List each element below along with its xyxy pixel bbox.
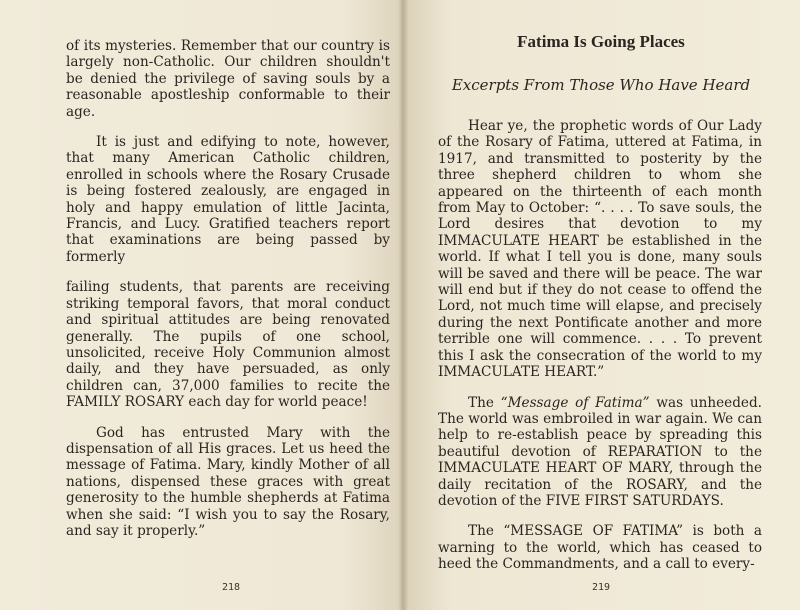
right-paragraph-1: Hear ye, the prophetic words of Our Lady of the Rosary of Fatima, uttered at Fatima, in 1917, and transmitted to posterity by the three shepherd children to whom she appeared on the thirteenth of each month from May to October: “. . . . To save souls, the Lord desires that devotion to my IMMACULATE HEART be established in the world. If what I tell you is done, many souls will be saved and there will be peace. The war will end but if they do not cease to offend the Lord, not much time will elapse, and precisely during the next Pontificate another and more terrible one will commence. . . . To prevent this I ask the consecration of the world to my IMMACULATE HEART.” [438,118,762,381]
right-page-text [438,118,762,587]
left-page-number: 218 [222,582,241,593]
left-paragraph-2: It is just and edifying to note, however, that many American Catholic children, enrolled in schools where the Rosary Crusade is being fostered zealously, are engaged in holy and happy emulation of little Jacinta, Francis, and Lucy. Gratified teachers report that examinations are being passed by formerly [66,134,390,265]
left-page-text [66,38,390,553]
right-page-number: 219 [592,582,611,593]
chapter-heading: Fatima Is Going Places [517,32,685,51]
paragraph-2-start: The [468,394,494,411]
chapter-subheading: Excerpts From Those Who Have Heard [451,76,751,94]
left-paragraph-1: of its mysteries. Remember that our country is largely non-Catholic. Our children shouldn't be denied the privilege of saving souls by a reasonable apostleship conformable to their age. [66,38,390,120]
book-gutter [398,0,408,610]
left-paragraph-4: God has entrusted Mary with the dispensation of all His graces. Let us heed the message of Fatima. Mary, kindly Mother of all nations, dispensed these graces with great generosity to the humble shepherds at Fatima when she said: “I wish you to say the Rosary, and say it properly.” [66,424,390,539]
right-paragraph-3: The “MESSAGE OF FATIMA” is both a warning to the world, which has ceased to heed the Commandments, and a call to every- [438,523,762,573]
right-paragraph-2 [438,395,762,510]
message-of-fatima-italic: “Message of Fatima” [500,394,650,411]
left-paragraph-3: failing students, that parents are receiving striking temporal favors, that moral conduct and spiritual attitudes are being renovated generally. The pupils of one school, unsolicited, receive Holy Communion almost daily, and they have persuaded, as only children can, 37,000 families to recite the FAMILY ROSARY each day for world peace! [66,279,390,411]
paragraph-2-rest: was unheeded. The world was embroiled in war again. We can help to re-establish peace by spreading this beautiful devotion of REPARATION to the IMMACULATE HEART OF MARY, through the daily recitation of the ROSARY, and the devotion of the FIVE FIRST SATURDAYS. [438,394,762,509]
